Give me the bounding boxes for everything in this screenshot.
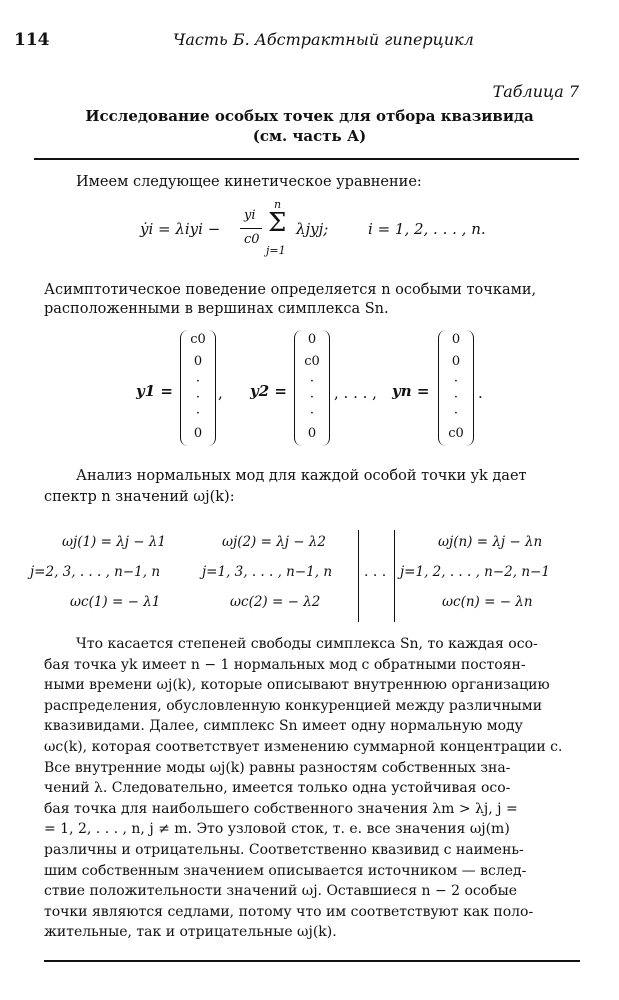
spectrum-ellipsis: . . .	[364, 564, 387, 580]
vertex-vectors	[136, 326, 496, 450]
vector-2-entry: 0	[307, 426, 317, 441]
vector-2-entry: ·	[309, 390, 315, 405]
vector-2-entry: ·	[309, 406, 315, 421]
vector-2-entry: 0	[307, 332, 317, 347]
eq-range: i = 1, 2, . . . , n.	[368, 220, 486, 238]
vector-2-label: y2 =	[250, 382, 287, 400]
body-line: различны и отрицательны. Соответственно квазивид с наимень-	[44, 841, 524, 858]
body-line: ωc(k), которая соответствует изменению суммарной концентрации c.	[44, 738, 563, 755]
spectrum-cn-concentration: ωc(n) = − λn	[442, 594, 533, 610]
vector-n-label: yn =	[392, 382, 430, 400]
eq-sum-top: n	[274, 198, 282, 211]
intro-text: Имеем следующее кинетическое уравнение:	[76, 174, 422, 190]
bottom-rule	[44, 960, 580, 962]
eq-frac-bar	[240, 228, 262, 229]
vector-end: .	[478, 384, 483, 402]
vector-1	[180, 330, 216, 446]
body-line: распределения, обусловленную конкуренцией между различными	[44, 697, 543, 714]
spectrum-divider-left	[358, 530, 359, 622]
spectrum-c1-concentration: ωc(1) = − λ1	[70, 594, 161, 610]
body-line: бая точка для наибольшего собственного значения λm > λj, j =	[44, 800, 518, 817]
body-line: = 1, 2, . . . , n, j ≠ m. Это узловой сток, т. е. все значения ωj(m)	[44, 821, 510, 838]
eq-sum-bottom: j=1	[266, 244, 286, 257]
vector-2-entry: ·	[309, 374, 315, 389]
vector-sep-2: , . . . ,	[334, 384, 377, 402]
eq-frac-den: c0	[244, 232, 260, 247]
eq-sum-body: λjyj;	[296, 220, 329, 238]
spectrum-table	[30, 530, 590, 622]
modes-line1: Анализ нормальных мод для каждой особой точки yk дает	[76, 468, 527, 484]
spectrum-c2-range: j=1, 3, . . . , n−1, n	[202, 564, 333, 580]
asymptotic-line1: Асимптотическое поведение определяется n особыми точками,	[44, 282, 537, 298]
body-line: точки являются седлами, потому что им соответствуют как поло-	[44, 903, 534, 920]
eq-sum-sign: Σ	[268, 208, 287, 238]
vector-n-entry: ·	[453, 374, 459, 389]
running-title: Часть Б. Абстрактный гиперцикл	[173, 30, 474, 49]
body-line: шим собственным значением описывается источником — вслед-	[44, 862, 527, 879]
vector-n-entry: ·	[453, 390, 459, 405]
eq-lhs: ẏi = λiyi −	[140, 220, 221, 238]
eq-frac-num: yi	[244, 208, 256, 223]
spectrum-c1-mode: ωj(1) = λj − λ1	[62, 534, 166, 550]
spectrum-c2-concentration: ωc(2) = − λ2	[230, 594, 321, 610]
vector-n-entry: 0	[451, 354, 461, 369]
title-rule	[34, 158, 579, 160]
body-line: Все внутренние моды ωj(k) равны разностям собственных зна-	[44, 759, 511, 776]
vector-n-entry: c0	[448, 426, 464, 441]
table-label: Таблица 7	[492, 82, 579, 101]
table-title-line1: Исследование особых точек для отбора квазивида	[85, 107, 534, 125]
body-paragraph	[44, 634, 580, 943]
vector-1-entry: 0	[193, 426, 203, 441]
body-line: бая точка yk имеет n − 1 нормальных мод с обратными постоян-	[44, 656, 526, 673]
table-title-line2: (см. часть А)	[252, 127, 367, 145]
spectrum-cn-mode: ωj(n) = λj − λn	[438, 534, 543, 550]
vector-1-label: y1 =	[136, 382, 173, 400]
spectrum-cn-range: j=1, 2, . . . , n−2, n−1	[400, 564, 550, 580]
vector-2	[294, 330, 330, 446]
body-line: жительные, так и отрицательные ωj(k).	[44, 924, 337, 941]
vector-n-entry: ·	[453, 406, 459, 421]
body-line: ными времени ωj(k), которые описывают внутреннюю организацию	[44, 677, 550, 694]
page-number: 114	[14, 30, 50, 50]
vector-1-entry: ·	[195, 406, 201, 421]
vector-n-entry: 0	[451, 332, 461, 347]
vector-1-entry: c0	[190, 332, 206, 347]
asymptotic-line2: расположенными в вершинах симплекса Sn.	[44, 301, 389, 317]
body-line: квазивидами. Далее, симплекс Sn имеет одну нормальную моду	[44, 718, 523, 735]
vector-n	[438, 330, 474, 446]
spectrum-divider-right	[394, 530, 395, 622]
body-line: Что касается степеней свободы симплекса Sn, то каждая осо-	[76, 636, 538, 652]
spectrum-c1-range: j=2, 3, . . . , n−1, n	[30, 564, 161, 580]
spectrum-c2-mode: ωj(2) = λj − λ2	[222, 534, 326, 550]
vector-sep-1: ,	[218, 384, 223, 402]
vector-1-entry: ·	[195, 374, 201, 389]
body-line: ствие положительности значений ωj. Оставшиеся n − 2 особые	[44, 883, 518, 900]
kinetic-equation	[140, 198, 500, 262]
body-line: чений λ. Следовательно, имеется только одна устойчивая осо-	[44, 780, 511, 797]
vector-2-entry: c0	[304, 354, 320, 369]
vector-1-entry: ·	[195, 390, 201, 405]
vector-1-entry: 0	[193, 354, 203, 369]
modes-line2: спектр n значений ωj(k):	[44, 489, 235, 505]
